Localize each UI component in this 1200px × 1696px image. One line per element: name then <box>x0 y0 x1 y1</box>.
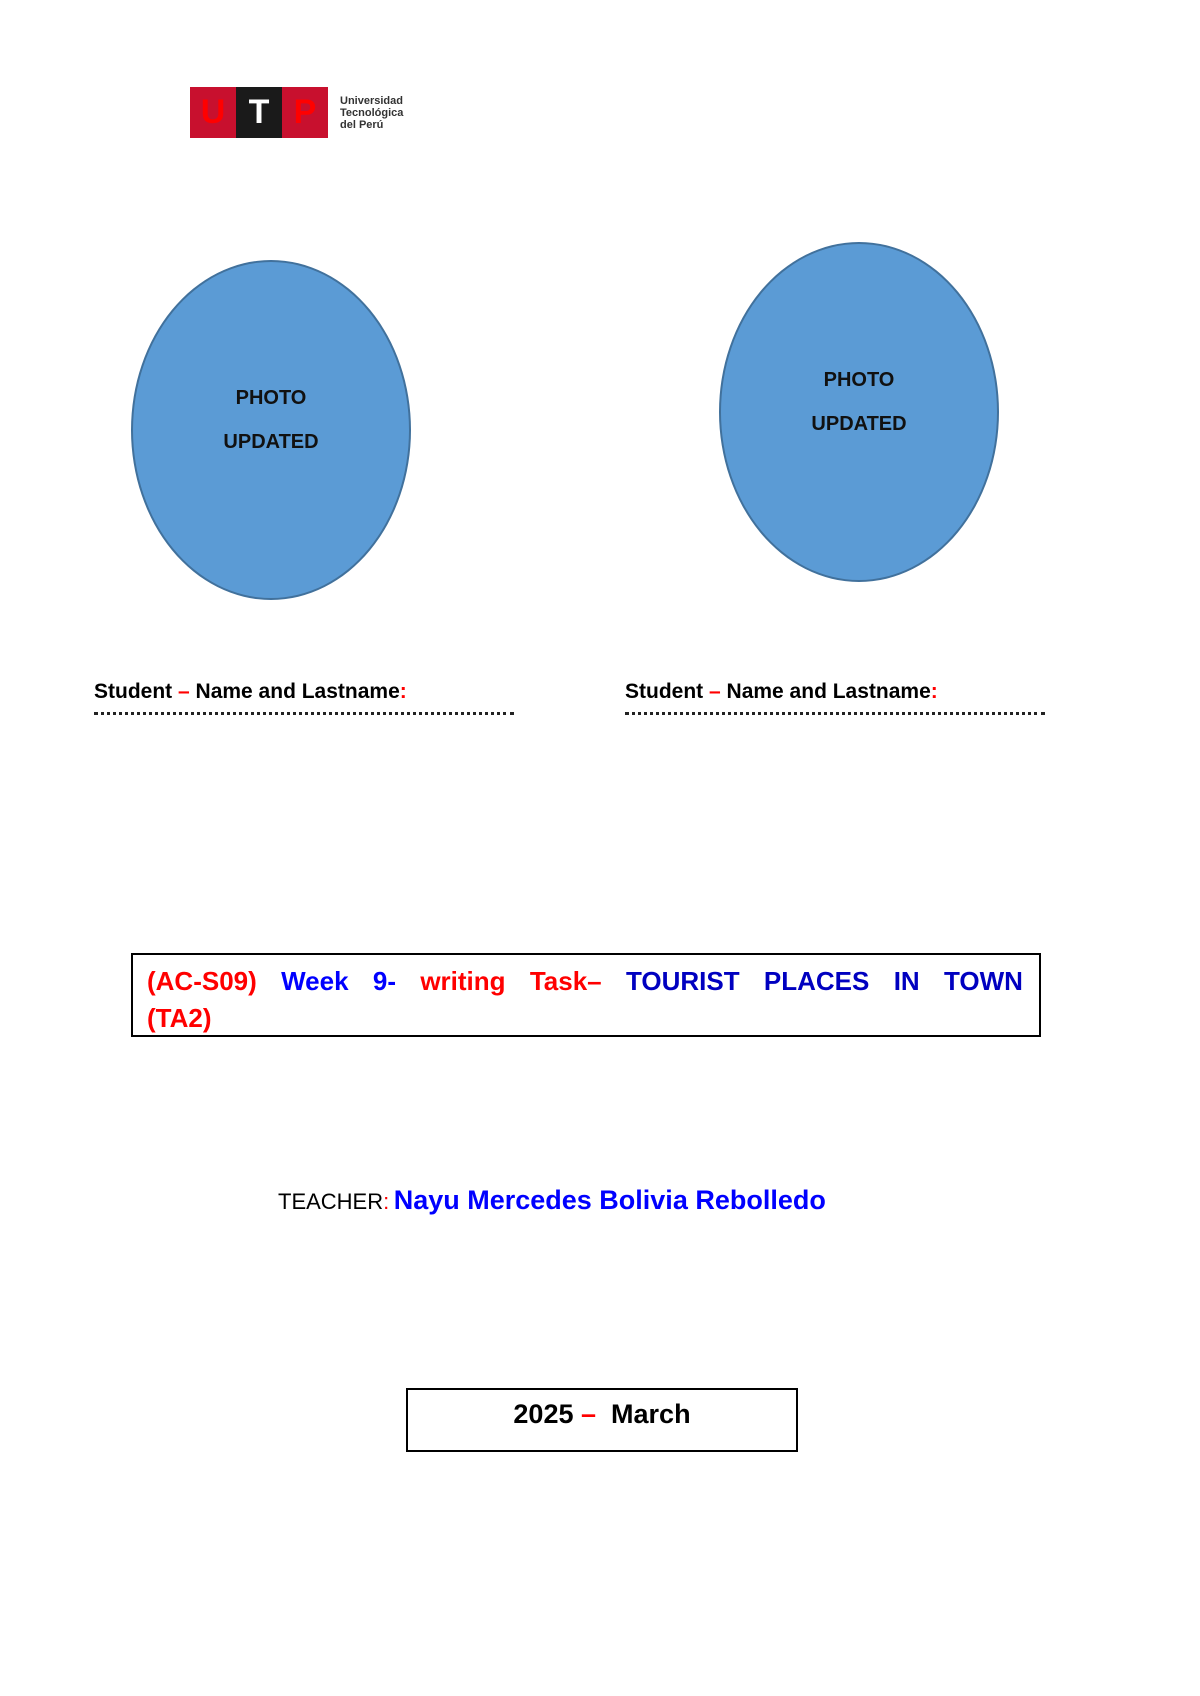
date-dash: – <box>581 1399 597 1429</box>
student-dash: – <box>178 680 190 703</box>
date-month: March <box>611 1399 691 1429</box>
photo-placeholder-left <box>131 260 411 600</box>
photo-label-line2: UPDATED <box>811 413 907 435</box>
student-name-label-left <box>94 680 407 704</box>
task-title-word2: PLACES <box>763 966 870 996</box>
logo-line-1: Universidad <box>340 94 403 107</box>
logo-line-3: del Perú <box>340 118 384 131</box>
student-dash: – <box>709 680 721 703</box>
task-title-word1: TOURIST <box>625 966 740 996</box>
teacher-line <box>278 1185 826 1216</box>
student-colon: : <box>399 680 407 703</box>
student-field: Name and Lastname <box>195 680 400 703</box>
student-name-line-left <box>94 712 514 715</box>
photo-label-line1: PHOTO <box>235 387 307 409</box>
student-name-label-right <box>625 680 938 704</box>
photo-label-line1: PHOTO <box>823 369 895 391</box>
logo-letter-t: T <box>236 87 282 138</box>
student-field: Name and Lastname <box>726 680 931 703</box>
photo-label-line2: UPDATED <box>223 431 319 453</box>
teacher-label: TEACHER <box>278 1189 384 1214</box>
task-title-word3: IN <box>893 966 920 996</box>
task-title-word4: TOWN <box>944 966 1023 996</box>
logo-line-2: Tecnológica <box>340 106 404 119</box>
photo-placeholder-right <box>719 242 999 582</box>
student-label: Student <box>625 680 704 703</box>
task-writing: writing <box>420 966 506 996</box>
utp-logo <box>190 87 403 138</box>
student-name-line-right <box>625 712 1045 715</box>
date-year: 2025 <box>513 1399 574 1429</box>
task-title-line1 <box>147 963 1023 1000</box>
logo-text <box>340 95 403 131</box>
date-box <box>406 1388 798 1452</box>
logo-letter-p: P <box>282 87 328 138</box>
logo-letter-u: U <box>190 87 236 138</box>
task-title-box <box>131 953 1041 1037</box>
teacher-colon: : <box>383 1189 390 1214</box>
task-ta-code: (TA2) <box>147 1003 212 1033</box>
task-week: Week <box>281 966 349 996</box>
teacher-name: Nayu Mercedes Bolivia Rebolledo <box>393 1185 826 1215</box>
student-label: Student <box>94 680 173 703</box>
task-word: Task– <box>529 966 602 996</box>
task-code: (AC-S09) <box>147 966 257 996</box>
task-week-number: 9- <box>372 966 396 996</box>
student-colon: : <box>930 680 938 703</box>
